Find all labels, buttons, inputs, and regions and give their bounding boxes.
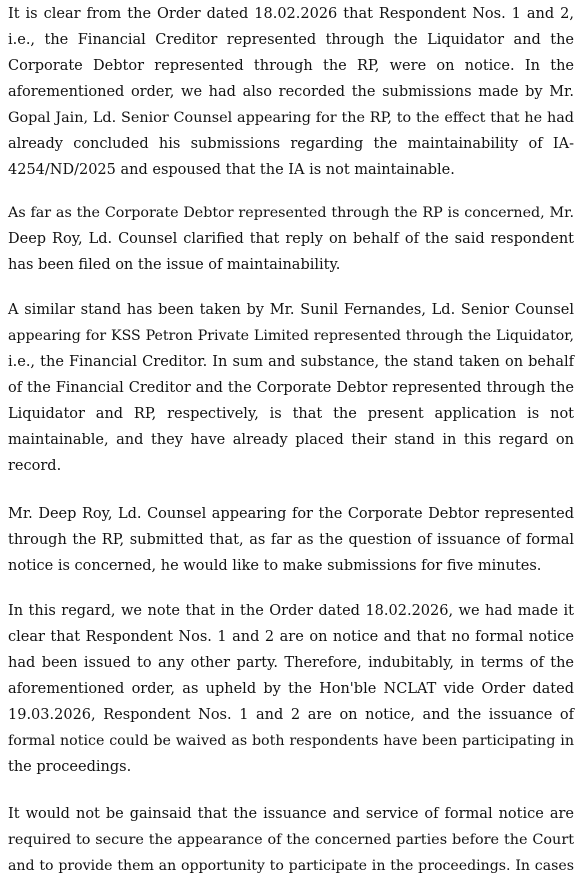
paragraph-line: clear that Respondent Nos. 1 and 2 are on notice and that no formal notice bbox=[8, 629, 574, 645]
paragraph-line: It is clear from the Order dated 18.02.2026 that Respondent Nos. 1 and 2, bbox=[8, 6, 574, 22]
paragraph-line: the proceedings. bbox=[8, 759, 132, 775]
paragraph-line: notice is concerned, he would like to make submissions for five minutes. bbox=[8, 558, 542, 574]
paragraph-line: In this regard, we note that in the Order dated 18.02.2026, we had made it bbox=[8, 603, 574, 619]
paragraph-line: aforementioned order, we had also recorded the submissions made by Mr. bbox=[8, 84, 574, 100]
paragraph-line: appearing for KSS Petron Private Limited represented through the Liquidator, bbox=[8, 328, 574, 344]
paragraph-line: already concluded his submissions regarding the maintainability of IA- bbox=[8, 136, 574, 152]
paragraph-line: maintainable, and they have already placed their stand in this regard on bbox=[8, 432, 574, 448]
paragraph-line: A similar stand has been taken by Mr. Sunil Fernandes, Ld. Senior Counsel bbox=[8, 302, 574, 318]
paragraph-line: required to secure the appearance of the concerned parties before the Court bbox=[8, 832, 574, 848]
paragraph-line: 19.03.2026, Respondent Nos. 1 and 2 are on notice, and the issuance of bbox=[8, 707, 574, 723]
paragraph-4 bbox=[8, 501, 574, 579]
paragraph-line: Deep Roy, Ld. Counsel clarified that reply on behalf of the said respondent bbox=[8, 231, 574, 247]
paragraph-line: had been issued to any other party. Therefore, indubitably, in terms of the bbox=[8, 655, 574, 671]
paragraph-line: has been filed on the issue of maintainability. bbox=[8, 257, 341, 273]
paragraph-2 bbox=[8, 200, 574, 278]
paragraph-5 bbox=[8, 598, 574, 780]
paragraph-3 bbox=[8, 297, 574, 479]
paragraph-line: It would not be gainsaid that the issuance and service of formal notice are bbox=[8, 806, 574, 822]
paragraph-line: aforementioned order, as upheld by the Hon'ble NCLAT vide Order dated bbox=[8, 681, 574, 697]
paragraph-line: and to provide them an opportunity to participate in the proceedings. In cases bbox=[8, 858, 574, 874]
paragraph-line: 4254/ND/2025 and espoused that the IA is not maintainable. bbox=[8, 162, 455, 178]
paragraph-line: Gopal Jain, Ld. Senior Counsel appearing for the RP, to the effect that he had bbox=[8, 110, 574, 126]
paragraph-line: i.e., the Financial Creditor represented through the Liquidator and the bbox=[8, 32, 574, 48]
paragraph-line: through the RP, submitted that, as far as the question of issuance of formal bbox=[8, 532, 574, 548]
paragraph-line: Liquidator and RP, respectively, is that the present application is not bbox=[8, 406, 574, 422]
paragraph-line: Corporate Debtor represented through the RP, were on notice. In the bbox=[8, 58, 574, 74]
paragraph-line: i.e., the Financial Creditor. In sum and substance, the stand taken on behalf bbox=[8, 354, 574, 370]
paragraph-line: As far as the Corporate Debtor represented through the RP is concerned, Mr. bbox=[8, 205, 574, 221]
paragraph-line: record. bbox=[8, 458, 62, 474]
paragraph-line: formal notice could be waived as both respondents have been participating in bbox=[8, 733, 574, 749]
paragraph-1 bbox=[8, 1, 574, 183]
paragraph-line: of the Financial Creditor and the Corporate Debtor represented through the bbox=[8, 380, 574, 396]
paragraph-line: Mr. Deep Roy, Ld. Counsel appearing for the Corporate Debtor represented bbox=[8, 506, 574, 522]
paragraph-6 bbox=[8, 801, 574, 877]
